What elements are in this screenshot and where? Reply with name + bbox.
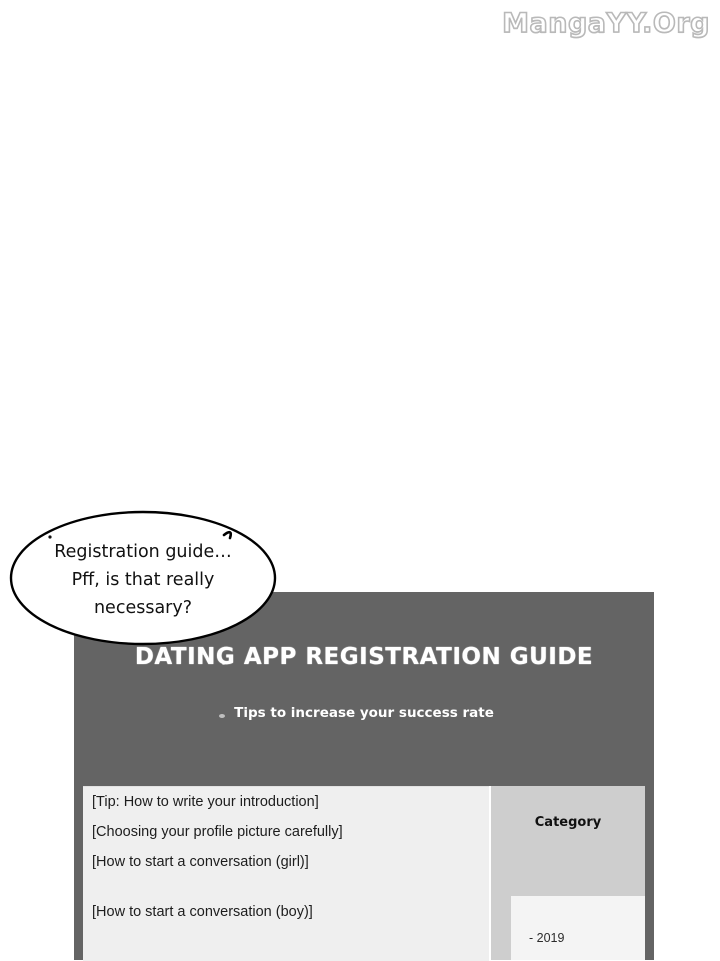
site-watermark: MangaYY.Org xyxy=(502,8,710,39)
list-item[interactable]: [How to start a conversation (boy)] xyxy=(92,904,313,920)
guide-list-panel xyxy=(83,786,489,961)
poster-left-edge xyxy=(74,786,83,960)
poster-right-edge xyxy=(645,786,654,960)
poster-title: DATING APP REGISTRATION GUIDE xyxy=(134,644,594,670)
speech-bubble xyxy=(6,508,280,660)
category-card[interactable] xyxy=(511,896,645,960)
category-label: Category xyxy=(534,815,602,830)
speech-line: necessary? xyxy=(93,598,193,618)
poster-body xyxy=(74,786,654,960)
speech-bubble-text xyxy=(6,538,280,622)
poster-subtitle: Tips to increase your success rate xyxy=(234,705,494,721)
category-panel xyxy=(491,786,645,960)
speech-line: Registration guide… xyxy=(54,542,232,562)
list-item[interactable]: [How to start a conversation (girl)] xyxy=(92,854,309,870)
list-item[interactable]: [Choosing your profile picture carefully] xyxy=(92,824,343,840)
speech-line: Pff, is that really xyxy=(71,570,215,590)
list-item[interactable]: [Tip: How to write your introduction] xyxy=(92,794,319,810)
category-card-year: - 2019 xyxy=(529,931,565,945)
